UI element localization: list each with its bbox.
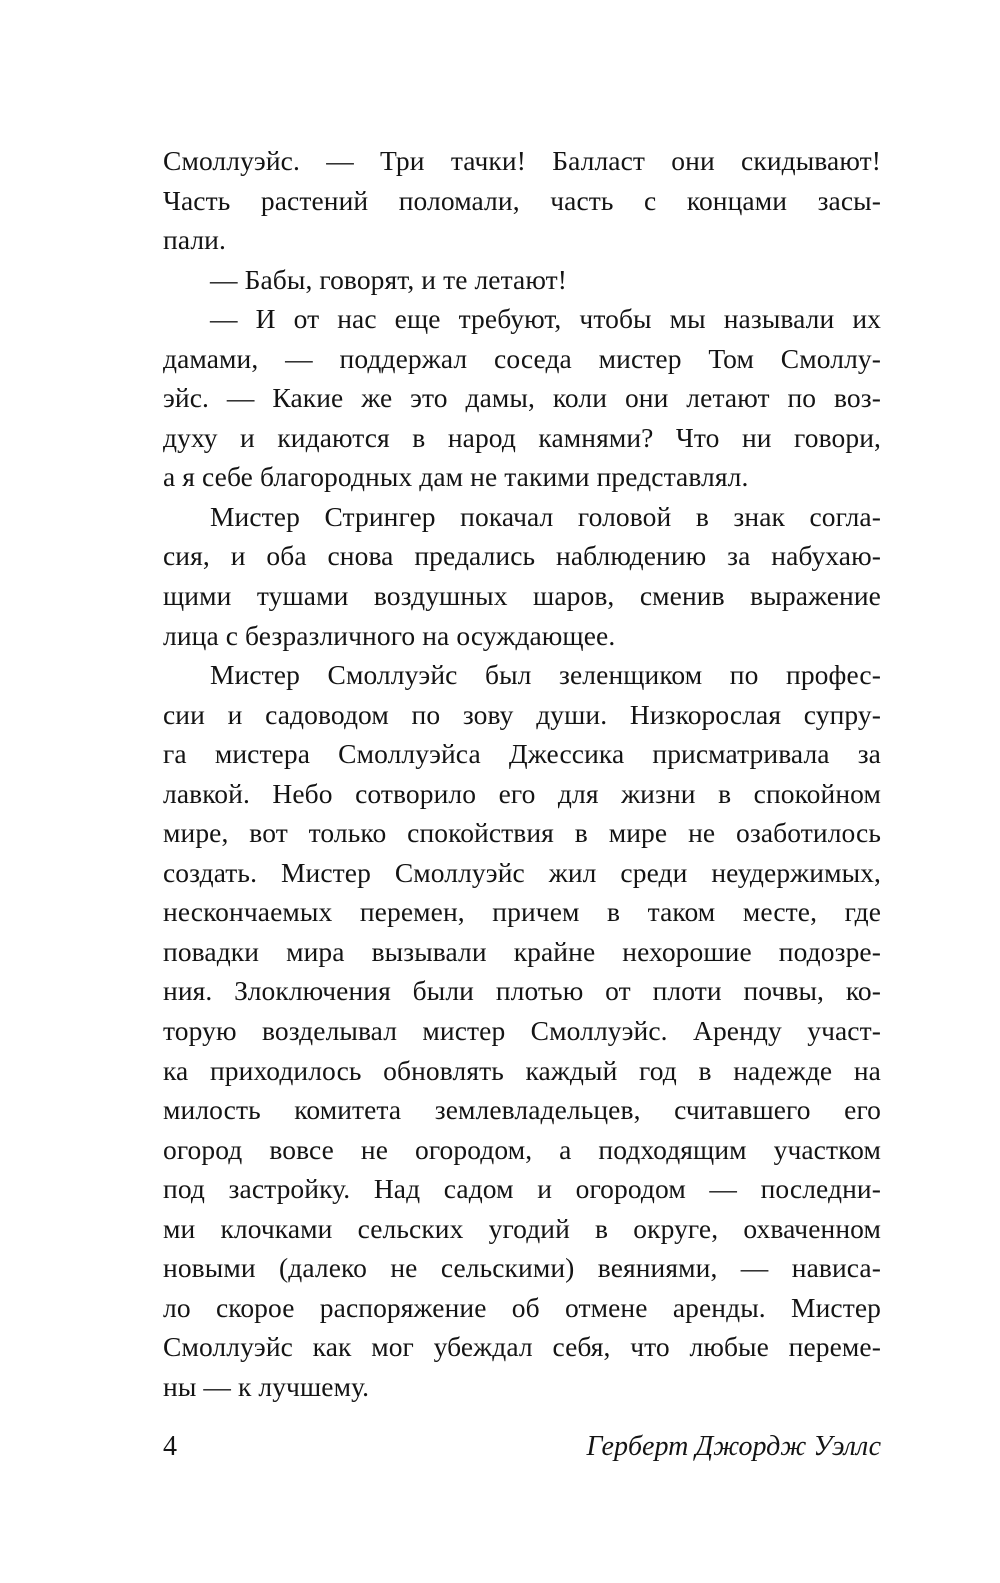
text-line: — И от нас еще требуют, чтобы мы называли их [210, 303, 881, 335]
text-line: пали. [163, 224, 226, 256]
text-line: сия, и оба снова предались наблюдению за набухаю- [163, 540, 881, 572]
text-line: новыми (далеко не сельскими) веяниями, — нависа- [163, 1252, 881, 1284]
text-block [163, 141, 881, 1407]
text-line: дамами, — поддержал соседа мистер Том Смоллу- [163, 342, 881, 374]
text-line: ны — к лучшему. [163, 1370, 370, 1402]
running-title-author: Герберт Джордж Уэллс [586, 1431, 881, 1462]
text-line: ка приходилось обновлять каждый год в надежде на [163, 1054, 881, 1086]
text-line: повадки мира вызывали крайне нехорошие подозре- [163, 935, 881, 967]
text-line: — Бабы, говорят, и те летают! [210, 263, 568, 295]
text-line: огород вовсе не огородом, а подходящим участком [163, 1133, 881, 1165]
text-line: Мистер Стрингер покачал головой в знак согла- [210, 500, 881, 532]
text-line: а я себе благородных дам не такими представлял. [163, 461, 749, 493]
text-line: га мистера Смоллуэйса Джессика присматривала за [163, 738, 881, 770]
text-line: лавкой. Небо сотворило его для жизни в спокойном [163, 777, 881, 809]
text-line: Смоллуэйс. — Три тачки! Балласт они скидывают! [163, 145, 881, 176]
text-line: торую возделывал мистер Смоллуэйс. Аренду участ- [163, 1015, 881, 1047]
text-line: ло скорое распоряжение об отмене аренды. Мистер [163, 1291, 881, 1323]
text-line: эйс. — Какие же это дамы, коли они летают по воз- [163, 382, 881, 414]
text-line: милость комитета землевладельцев, считавшего его [163, 1094, 881, 1126]
page-number: 4 [163, 1431, 177, 1462]
text-line: нескончаемых перемен, причем в таком месте, где [163, 896, 881, 928]
text-line: лица с безразличного на осуждающее. [163, 619, 616, 651]
text-line: щими тушами воздушных шаров, сменив выражение [163, 580, 881, 612]
text-line: ния. Злоключения были плотью от плоти почвы, ко- [163, 975, 881, 1007]
text-line: ми клочками сельских угодий в округе, охваченном [163, 1212, 881, 1244]
text-line: Часть растений поломали, часть с концами засы- [163, 184, 881, 216]
page-footer [163, 1430, 881, 1464]
text-line: Мистер Смоллуэйс был зеленщиком по профес- [210, 659, 881, 691]
text-line: мире, вот только спокойствия в мире не озаботилось [163, 817, 881, 849]
text-line: Смоллуэйс как мог убеждал себя, что любые переме- [163, 1331, 881, 1363]
text-line: создать. Мистер Смоллуэйс жил среди неудержимых, [163, 856, 881, 888]
text-line: духу и кидаются в народ камнями? Что ни говори, [163, 421, 881, 453]
text-line: сии и садоводом по зову души. Низкорослая супру- [163, 698, 881, 730]
text-line: под застройку. Над садом и огородом — последни- [163, 1173, 881, 1205]
